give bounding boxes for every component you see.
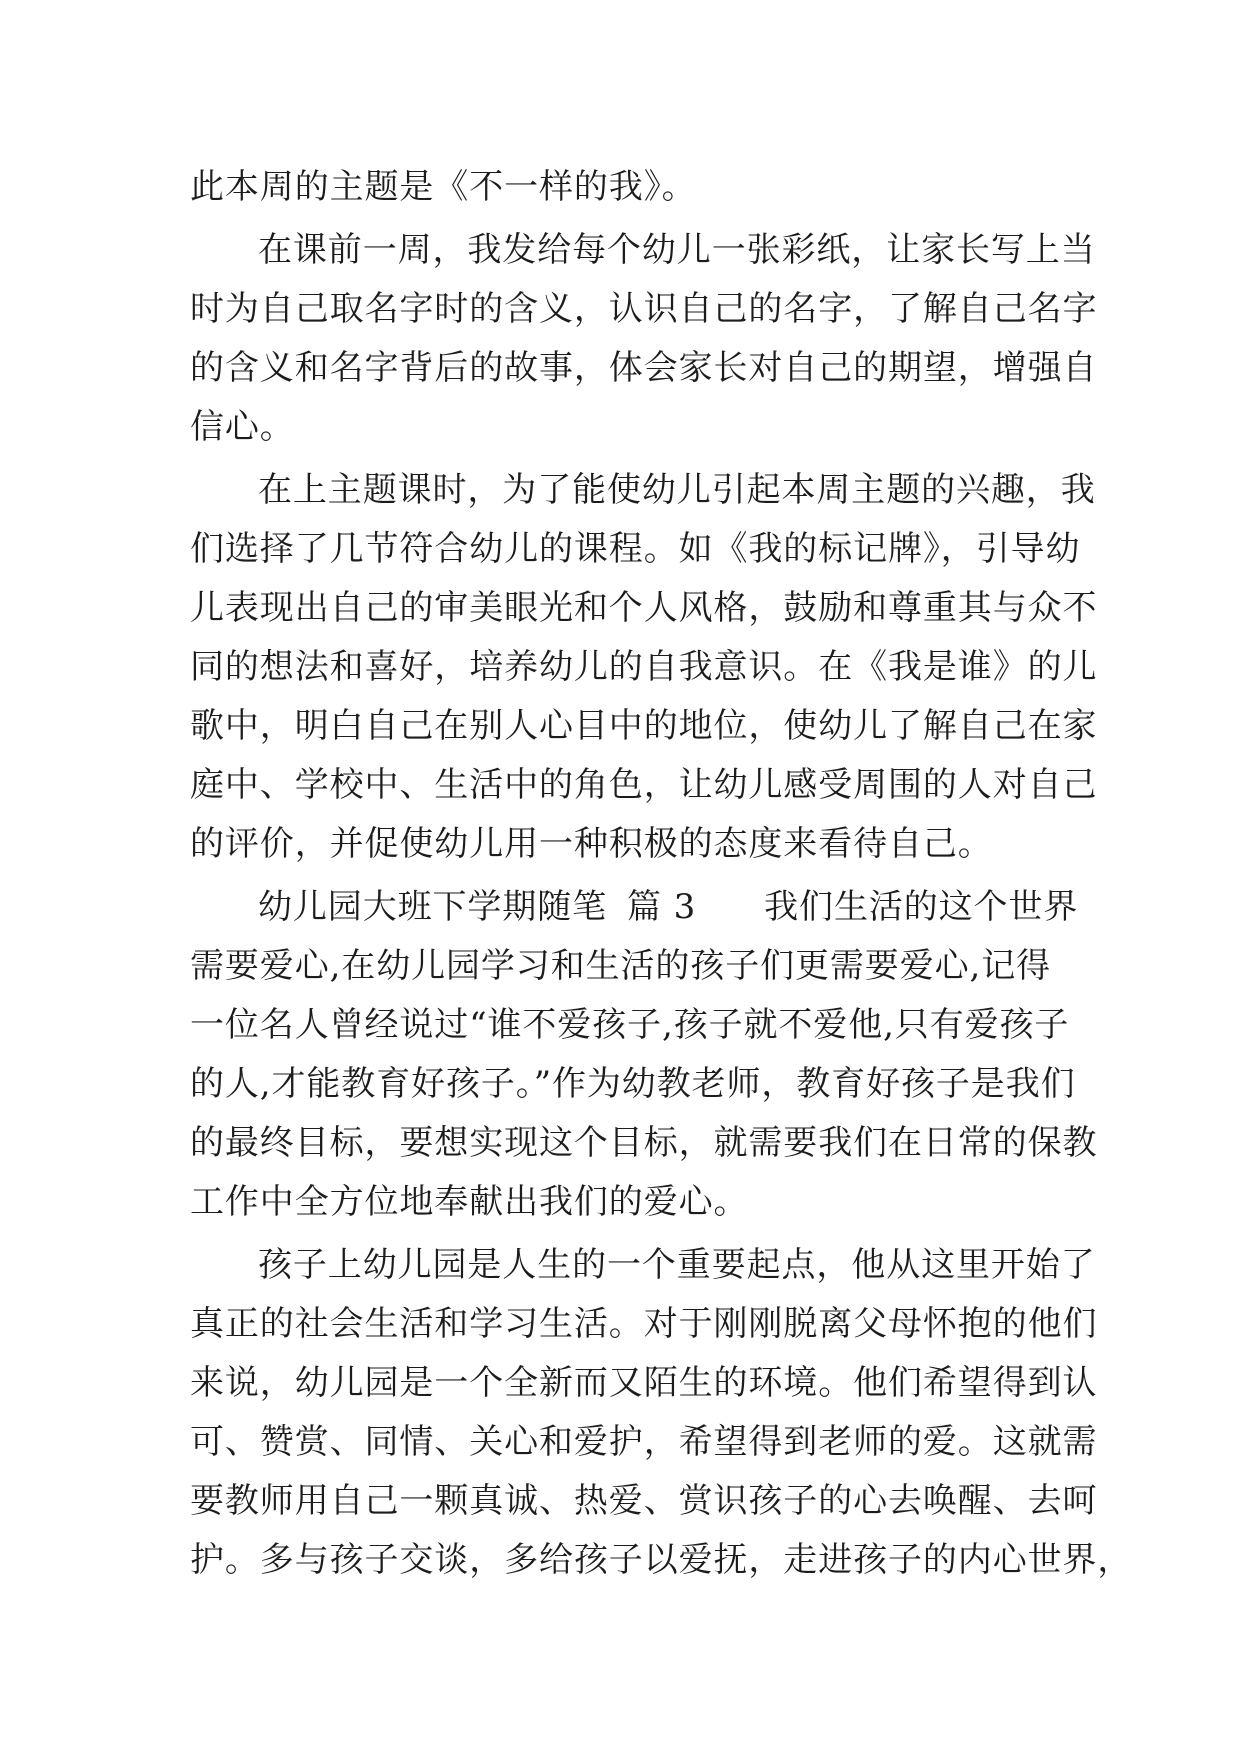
section-number: 篇 3 — [627, 887, 697, 927]
text-line: 可、赞赏、同情、关心和爱护，希望得到老师的爱。这就需 — [190, 1422, 1098, 1462]
paragraph-4 — [190, 878, 1098, 1232]
text-line: 在上主题课时，为了能使幼儿引起本周主题的兴趣，我 — [258, 470, 1096, 510]
paragraph-2 — [190, 221, 1098, 457]
text-line: 需要爱心,在幼儿园学习和生活的孩子们更需要爱心,记得 — [190, 946, 1052, 986]
section-heading-line — [190, 878, 1079, 937]
text-line: 时为自己取名字时的含义，认识自己的名字，了解自己名字 — [190, 289, 1098, 329]
text-line: 的最终目标，要想实现这个目标，就需要我们在日常的保教 — [190, 1123, 1098, 1163]
text-line: 此本周的主题是《不一样的我》。 — [190, 167, 697, 207]
text-line: 来说，幼儿园是一个全新而又陌生的环境。他们希望得到认 — [190, 1363, 1098, 1403]
text-line: 同的想法和喜好，培养幼儿的自我意识。在《我是谁》的儿 — [190, 647, 1098, 687]
text-line: 们选择了几节符合幼儿的课程。如《我的标记牌》，引导幼 — [190, 529, 1081, 569]
text-line: 工作中全方位地奉献出我们的爱心。 — [190, 1182, 749, 1222]
text-line: 孩子上幼儿园是人生的一个重要起点，他从这里开始了 — [258, 1245, 1096, 1285]
text-line: 在课前一周，我发给每个幼儿一张彩纸，让家长写上当 — [258, 230, 1096, 270]
text-line: 要教师用自己一颗真诚、热爱、赏识孩子的心去唤醒、去呵 — [190, 1481, 1098, 1521]
text-line: 歌中，明白自己在别人心目中的地位，使幼儿了解自己在家 — [190, 706, 1098, 746]
document-page — [190, 158, 1133, 1594]
text-line: 的含义和名字背后的故事，体会家长对自己的期望，增强自 — [190, 348, 1098, 388]
section-heading: 幼儿园大班下学期随笔 — [258, 887, 607, 927]
text-line: 的人,才能教育好孩子。”作为幼教老师，教育好孩子是我们 — [190, 1064, 1076, 1104]
paragraph-1 — [190, 158, 1050, 217]
text-line: 我们生活的这个世界 — [764, 887, 1079, 927]
text-line: 信心。 — [190, 407, 295, 447]
text-line: 一位名人曾经说过“谁不爱孩子,孩子就不爱他,只有爱孩子 — [190, 1005, 1070, 1045]
paragraph-5 — [190, 1236, 1133, 1590]
text-line: 儿表现出自己的审美眼光和个人风格，鼓励和尊重其与众不 — [190, 588, 1098, 628]
text-line: 庭中、学校中、生活中的角色，让幼儿感受周围的人对自己 — [190, 765, 1098, 805]
text-line: 真正的社会生活和学习生活。对于刚刚脱离父母怀抱的他们 — [190, 1304, 1098, 1344]
text-line: 护。多与孩子交谈，多给孩子以爱抚，走进孩子的内心世界， — [190, 1540, 1133, 1580]
text-line: 的评价，并促使幼儿用一种积极的态度来看待自己。 — [190, 824, 993, 864]
paragraph-3 — [190, 461, 1098, 874]
